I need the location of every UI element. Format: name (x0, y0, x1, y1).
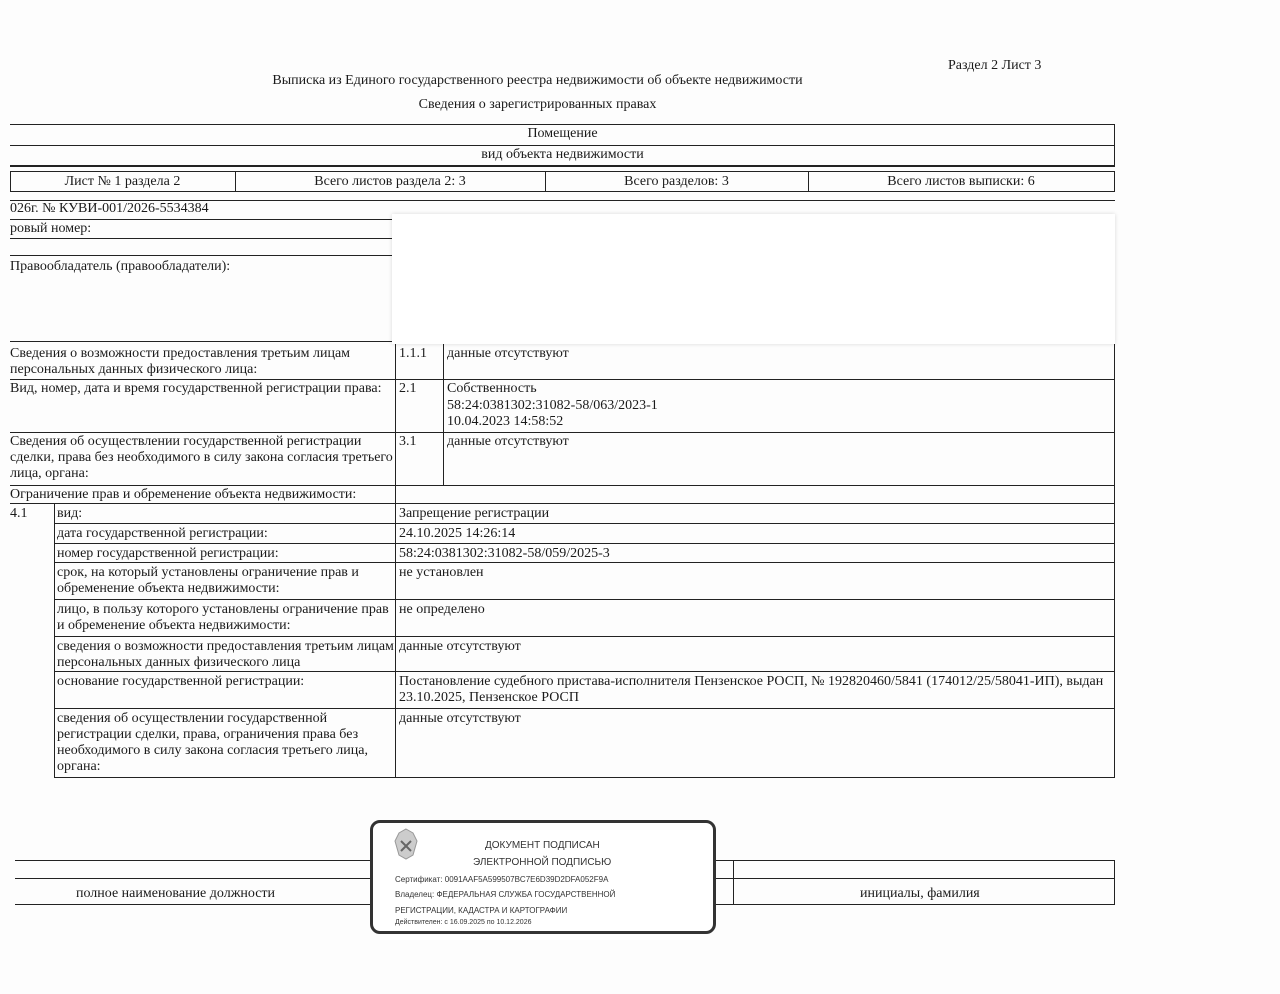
restriction-field-value: Постановление судебного пристава-исполнителя Пензенское РОСП, № 192820460/5841 (174012/25/58041-ИП), выдан 23.10.2025, Пензенское РОСП (399, 674, 1104, 705)
restriction-field-label: вид: (57, 506, 83, 521)
stamp-owner-cont: РЕГИСТРАЦИИ, КАДАСТРА И КАРТОГРАФИИ (395, 906, 568, 915)
sheet-number: Лист № 1 раздела 2 (64, 174, 181, 189)
extract-sheets-total: Всего листов выписки: 6 (887, 174, 1035, 189)
stamp-subtitle: ЭЛЕКТРОННОЙ ПОДПИСЬЮ (473, 857, 612, 868)
restriction-field-value: данные отсутствуют (399, 639, 521, 654)
electronic-signature-stamp (370, 820, 716, 934)
restriction-field-label: срок, на который установлены ограничение прав и обременение объекта недвижимости: (57, 565, 359, 596)
document-title: Выписка из Единого государственного реестра недвижимости об объекте недвижимости (272, 73, 803, 88)
stamp-certificate: Сертификат: 0091AAF5A599507BC7E6D39D2DFA052F9A (395, 875, 609, 884)
restriction-field-value: не определено (399, 602, 485, 617)
document-subtitle: Сведения о зарегистрированных правах (418, 97, 657, 112)
right-type: Собственность (447, 381, 537, 396)
restriction-field-value: Запрещение регистрации (399, 506, 550, 521)
stamp-validity: Действителен: с 16.09.2025 по 10.12.2026 (395, 919, 532, 926)
personal-data-value: данные отсутствуют (447, 346, 569, 361)
cadastral-number-label: ровый номер: (10, 221, 92, 236)
right-registration-label: Вид, номер, дата и время государственной регистрации права: (10, 381, 382, 396)
document-number: 026г. № КУВИ-001/2026-5534384 (10, 201, 209, 216)
restriction-field-label: дата государственной регистрации: (57, 526, 268, 541)
right-registration-number: 58:24:0381302:31082-58/063/2023-1 (447, 398, 658, 413)
section-sheets-total: Всего листов раздела 2: 3 (314, 174, 466, 189)
restriction-field-label: сведения о возможности предоставления третьим лицам персональных данных физического лица (57, 639, 394, 670)
row-number: 1.1.1 (399, 346, 427, 361)
redacted-area (392, 214, 1115, 344)
restriction-field-value: 24.10.2025 14:26:14 (399, 526, 516, 541)
stamp-owner: Владелец: ФЕДЕРАЛЬНАЯ СЛУЖБА ГОСУДАРСТВЕННОЙ (395, 890, 616, 899)
restriction-field-value: не установлен (399, 565, 484, 580)
object-type-label: вид объекта недвижимости (481, 147, 644, 162)
emblem-icon (393, 827, 419, 861)
restriction-field-value: данные отсутствуют (399, 711, 521, 726)
consent-value: данные отсутствуют (447, 434, 569, 449)
row-number: 2.1 (399, 381, 417, 396)
restriction-field-label: номер государственной регистрации: (57, 546, 279, 561)
owner-label: Правообладатель (правообладатели): (10, 259, 231, 274)
name-label: инициалы, фамилия (860, 886, 980, 901)
restriction-field-label: сведения об осуществлении государственной регистрации сделки, права, ограничения права без необходимого в силу закона согласия третьего лица, органа: (57, 711, 368, 774)
row-number: 3.1 (399, 434, 417, 449)
sections-total: Всего разделов: 3 (624, 174, 729, 189)
restriction-field-value: 58:24:0381302:31082-58/059/2025-3 (399, 546, 610, 561)
section-sheet: Раздел 2 Лист 3 (948, 58, 1042, 73)
restrictions-label: Ограничение прав и обременение объекта недвижимости: (10, 487, 357, 502)
position-label: полное наименование должности (76, 886, 276, 901)
restriction-field-label: основание государственной регистрации: (57, 674, 305, 689)
personal-data-label: Сведения о возможности предоставления третьим лицам персональных данных физического лица: (10, 346, 351, 377)
consent-label: Сведения об осуществлении государственной регистрации сделки, права без необходимого в силу закона согласия третьего лица, органа: (10, 434, 393, 481)
restriction-number: 4.1 (10, 506, 28, 521)
stamp-title: ДОКУМЕНТ ПОДПИСАН (485, 840, 600, 851)
restriction-field-label: лицо, в пользу которого установлены ограничение прав и обременение объекта недвижимости: (57, 602, 389, 633)
right-registration-date: 10.04.2023 14:58:52 (447, 414, 564, 429)
object-type: Помещение (527, 126, 598, 141)
